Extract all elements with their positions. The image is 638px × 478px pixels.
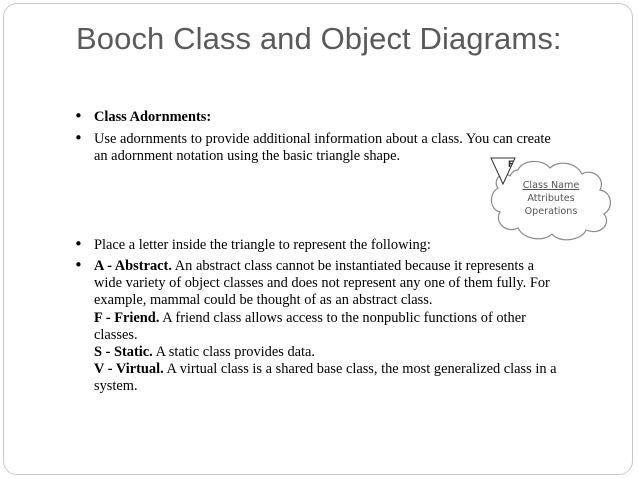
text-line: system. — [94, 378, 138, 395]
bullet-icon: • — [74, 129, 83, 147]
slide-title: Booch Class and Object Diagrams: — [76, 21, 562, 56]
adornment-letter: F — [507, 160, 515, 170]
class-name-label: Class Name — [522, 180, 580, 191]
static-label: S - Static. — [94, 344, 153, 361]
text-line: wide variety of object classes and does not represent any one of them fully. For — [94, 275, 550, 292]
friend-line — [94, 310, 557, 327]
attributes-label: Attributes — [527, 193, 575, 204]
abstract-line — [94, 258, 557, 275]
bullet-icon: • — [74, 235, 83, 253]
friend-text: A friend class allows access to the nonpublic functions of other — [159, 309, 526, 326]
abstract-label: A - Abstract. — [94, 258, 172, 274]
abstract-text: An abstract class cannot be instantiated because it represents a — [171, 258, 534, 274]
text-line: an adornment notation using the basic triangle shape. — [94, 148, 401, 165]
slide — [3, 3, 633, 475]
bullet-text: Place a letter inside the triangle to represent the following: — [94, 237, 431, 253]
text-line: classes. — [94, 326, 138, 343]
virtual-label: V - Virtual. — [94, 361, 164, 378]
bullet-heading: Class Adornments: — [94, 109, 212, 125]
text-line: example, mammal could be thought of as an abstract class. — [94, 292, 433, 309]
bullet-icon: • — [74, 107, 83, 125]
virtual-line — [94, 361, 557, 378]
virtual-text: A virtual class is a shared base class, the most generalized class in a — [163, 361, 557, 378]
static-text: A static class provides data. — [152, 344, 316, 361]
booch-class-diagram — [488, 154, 614, 244]
operations-label: Operations — [524, 206, 578, 217]
static-line — [94, 344, 557, 361]
text-line: Use adornments to provide additional information about a class. You can create — [94, 131, 551, 147]
friend-label: F - Friend. — [94, 309, 160, 326]
bullet-icon: • — [74, 256, 83, 274]
